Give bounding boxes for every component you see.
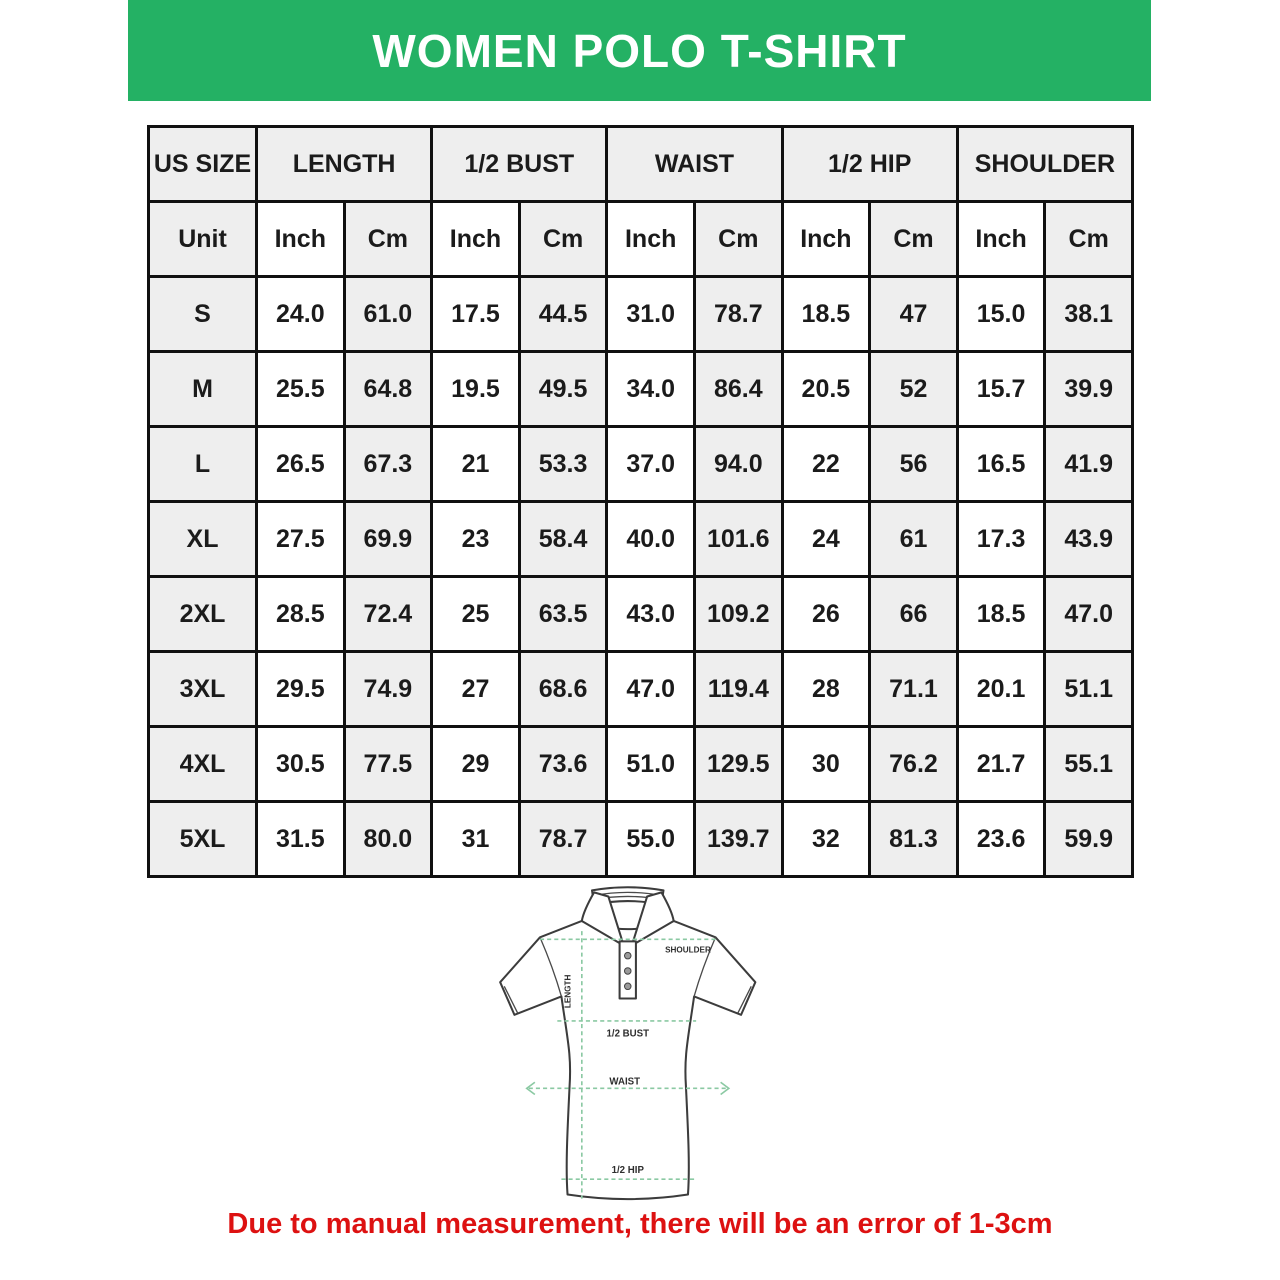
value-cell: 26 [782, 577, 870, 652]
unit-cell: Cm [1045, 202, 1133, 277]
unit-cell: Unit [149, 202, 257, 277]
size-chart [147, 125, 1131, 878]
value-cell: 67.3 [344, 427, 432, 502]
value-cell: 129.5 [694, 727, 782, 802]
button-icon [624, 952, 631, 959]
unit-cell: Inch [782, 202, 870, 277]
value-cell: 55.1 [1045, 727, 1133, 802]
value-cell: 63.5 [519, 577, 607, 652]
value-cell: 53.3 [519, 427, 607, 502]
value-cell: 47.0 [1045, 577, 1133, 652]
unit-cell: Cm [694, 202, 782, 277]
value-cell: 29.5 [257, 652, 345, 727]
hip-label: 1/2 HIP [611, 1165, 644, 1177]
table-row [149, 577, 1133, 652]
unit-cell: Inch [607, 202, 695, 277]
value-cell: 27 [432, 652, 520, 727]
value-cell: 40.0 [607, 502, 695, 577]
value-cell: 38.1 [1045, 277, 1133, 352]
length-label: LENGTH [563, 974, 573, 1009]
value-cell: 68.6 [519, 652, 607, 727]
value-cell: 78.7 [519, 802, 607, 877]
value-cell: 43.9 [1045, 502, 1133, 577]
table-unit-row [149, 202, 1133, 277]
value-cell: 56 [870, 427, 958, 502]
value-cell: 51.0 [607, 727, 695, 802]
value-cell: 44.5 [519, 277, 607, 352]
value-cell: 64.8 [344, 352, 432, 427]
value-cell: 21.7 [957, 727, 1045, 802]
value-cell: 26.5 [257, 427, 345, 502]
value-cell: 101.6 [694, 502, 782, 577]
value-cell: 81.3 [870, 802, 958, 877]
table-header-row [149, 127, 1133, 202]
value-cell: 18.5 [957, 577, 1045, 652]
header-waist: WAIST [607, 127, 782, 202]
unit-cell: Inch [957, 202, 1045, 277]
value-cell: 27.5 [257, 502, 345, 577]
value-cell: 51.1 [1045, 652, 1133, 727]
unit-cell: Inch [432, 202, 520, 277]
value-cell: 31.5 [257, 802, 345, 877]
value-cell: 28 [782, 652, 870, 727]
value-cell: 21 [432, 427, 520, 502]
value-cell: 32 [782, 802, 870, 877]
value-cell: 22 [782, 427, 870, 502]
header-us-size: US SIZE [149, 127, 257, 202]
value-cell: 20.5 [782, 352, 870, 427]
table-row [149, 277, 1133, 352]
bust-label: 1/2 BUST [606, 1028, 650, 1040]
value-cell: 25 [432, 577, 520, 652]
table-row [149, 802, 1133, 877]
value-cell: 47.0 [607, 652, 695, 727]
value-cell: 24.0 [257, 277, 345, 352]
value-cell: 66 [870, 577, 958, 652]
value-cell: 73.6 [519, 727, 607, 802]
table-row [149, 427, 1133, 502]
size-cell: L [149, 427, 257, 502]
size-cell: XL [149, 502, 257, 577]
value-cell: 52 [870, 352, 958, 427]
page-title: WOMEN POLO T-SHIRT [372, 24, 907, 77]
value-cell: 17.5 [432, 277, 520, 352]
size-table-body [149, 277, 1133, 877]
table-row [149, 727, 1133, 802]
value-cell: 71.1 [870, 652, 958, 727]
value-cell: 15.7 [957, 352, 1045, 427]
size-cell: 5XL [149, 802, 257, 877]
value-cell: 139.7 [694, 802, 782, 877]
value-cell: 80.0 [344, 802, 432, 877]
waist-label: WAIST [609, 1076, 641, 1088]
value-cell: 18.5 [782, 277, 870, 352]
value-cell: 30 [782, 727, 870, 802]
header-length: LENGTH [257, 127, 432, 202]
size-cell: S [149, 277, 257, 352]
measurement-note: Due to manual measurement, there will be an error of 1-3cm [227, 1208, 1053, 1240]
value-cell: 77.5 [344, 727, 432, 802]
table-row [149, 352, 1133, 427]
value-cell: 109.2 [694, 577, 782, 652]
value-cell: 34.0 [607, 352, 695, 427]
value-cell: 119.4 [694, 652, 782, 727]
value-cell: 86.4 [694, 352, 782, 427]
value-cell: 69.9 [344, 502, 432, 577]
value-cell: 47 [870, 277, 958, 352]
size-cell: 2XL [149, 577, 257, 652]
value-cell: 61.0 [344, 277, 432, 352]
value-cell: 28.5 [257, 577, 345, 652]
header-half-bust: 1/2 BUST [432, 127, 607, 202]
title-banner [128, 0, 1151, 101]
value-cell: 59.9 [1045, 802, 1133, 877]
value-cell: 25.5 [257, 352, 345, 427]
value-cell: 39.9 [1045, 352, 1133, 427]
size-cell: 4XL [149, 727, 257, 802]
value-cell: 49.5 [519, 352, 607, 427]
value-cell: 15.0 [957, 277, 1045, 352]
table-row [149, 652, 1133, 727]
header-half-hip: 1/2 HIP [782, 127, 957, 202]
unit-cell: Inch [257, 202, 345, 277]
value-cell: 43.0 [607, 577, 695, 652]
value-cell: 76.2 [870, 727, 958, 802]
value-cell: 30.5 [257, 727, 345, 802]
unit-cell: Cm [344, 202, 432, 277]
value-cell: 31 [432, 802, 520, 877]
value-cell: 41.9 [1045, 427, 1133, 502]
value-cell: 31.0 [607, 277, 695, 352]
value-cell: 78.7 [694, 277, 782, 352]
value-cell: 23 [432, 502, 520, 577]
header-shoulder: SHOULDER [957, 127, 1132, 202]
table-row [149, 502, 1133, 577]
value-cell: 55.0 [607, 802, 695, 877]
value-cell: 17.3 [957, 502, 1045, 577]
value-cell: 23.6 [957, 802, 1045, 877]
value-cell: 94.0 [694, 427, 782, 502]
unit-cell: Cm [519, 202, 607, 277]
polo-shirt-diagram [492, 884, 788, 1209]
value-cell: 72.4 [344, 577, 432, 652]
size-cell: 3XL [149, 652, 257, 727]
button-icon [624, 983, 631, 990]
value-cell: 19.5 [432, 352, 520, 427]
value-cell: 74.9 [344, 652, 432, 727]
value-cell: 61 [870, 502, 958, 577]
shoulder-label: SHOULDER [665, 945, 711, 955]
value-cell: 24 [782, 502, 870, 577]
size-table [147, 125, 1134, 878]
unit-cell: Cm [870, 202, 958, 277]
size-cell: M [149, 352, 257, 427]
value-cell: 58.4 [519, 502, 607, 577]
value-cell: 20.1 [957, 652, 1045, 727]
value-cell: 29 [432, 727, 520, 802]
value-cell: 16.5 [957, 427, 1045, 502]
value-cell: 37.0 [607, 427, 695, 502]
button-icon [624, 968, 631, 975]
